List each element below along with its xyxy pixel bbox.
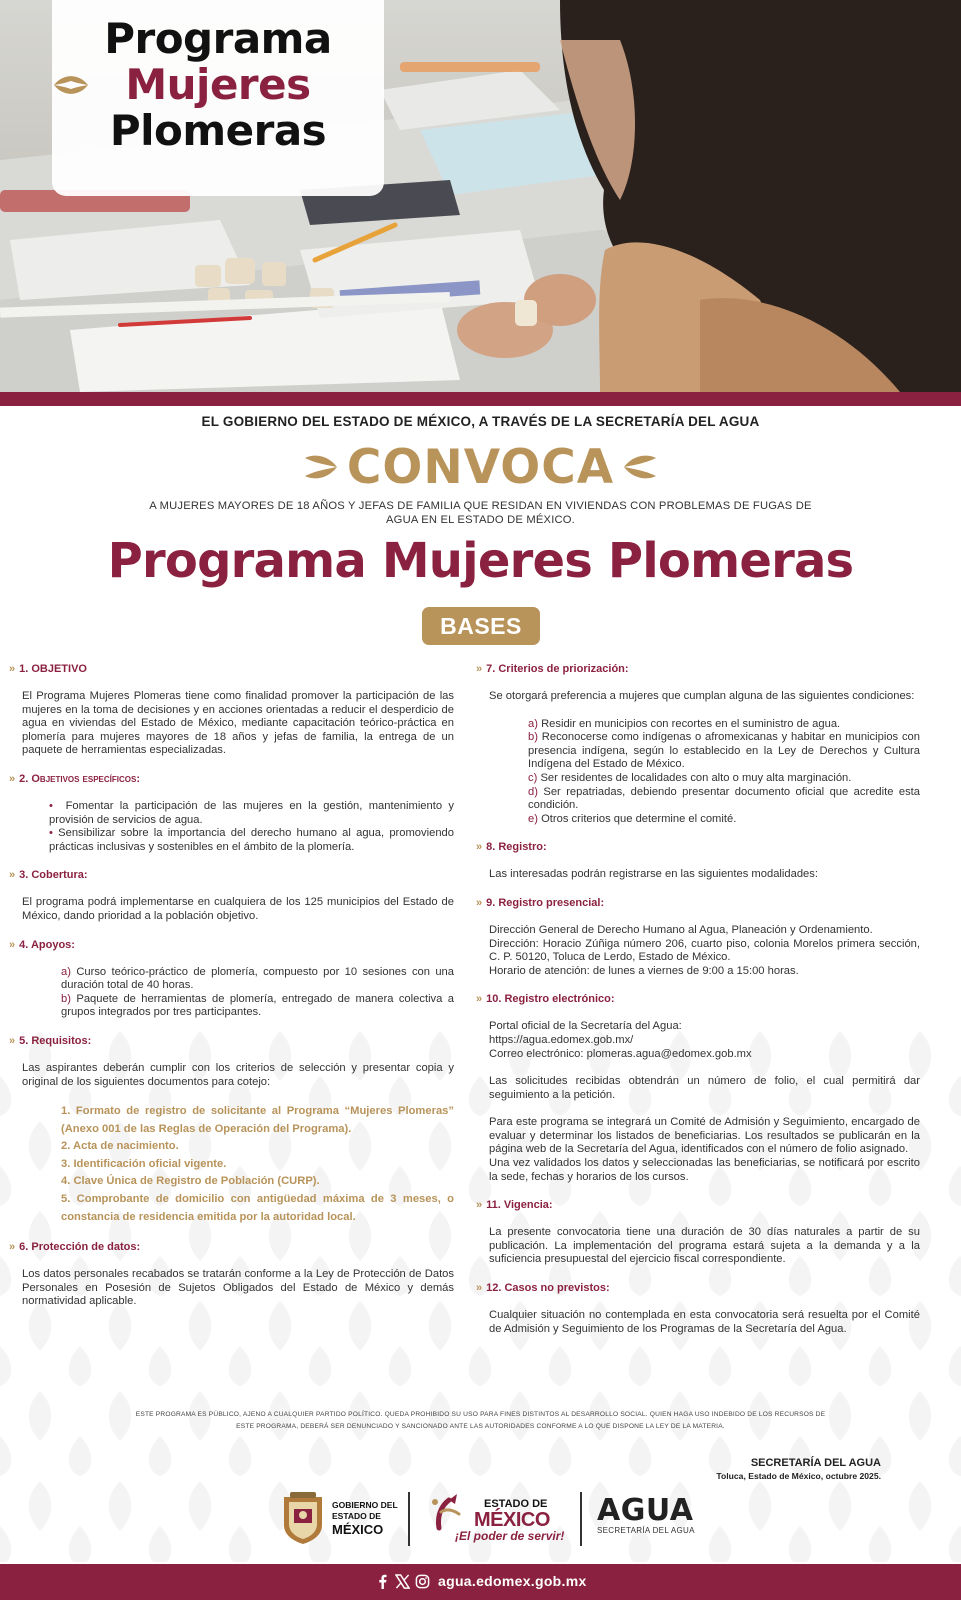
section-text: Los datos personales recabados se tratarán conforme a la Ley de Protección de Datos Personales en Posesión de Sujetos Obligados del Estado de México y demás normatividad aplicable. — [22, 1268, 454, 1308]
section-text: Las interesadas podrán registrarse en las siguientes modalidades: — [489, 868, 818, 881]
list-item — [476, 813, 920, 827]
list-item — [476, 772, 920, 786]
legal-line: ESTE PROGRAMA, DEBERÁ SER DENUNCIADO Y SANCIONADO ANTE LAS AUTORIDADES CONFORME A LO QUE DISPONE LA LEY DE LA MATERIA. — [236, 1423, 725, 1430]
edomex-logo — [427, 1490, 577, 1548]
section-heading: 8. Registro: — [486, 841, 547, 854]
requirements-list — [9, 1103, 454, 1226]
list-item-text: Paquete de herramientas de plomería, entregado de manera colectiva a grupos integrados por tres participantes. — [61, 992, 454, 1019]
list-letter: d) — [528, 785, 538, 798]
state-seal-icon — [280, 1491, 326, 1545]
address-line: Dirección: Horacio Zúñiga número 206, cuarto piso, colonia Morelos primera sección, C. P. 50120, Toluca de Lerdo, Estado de México. — [489, 937, 920, 964]
signature-title: SECRETARÍA DEL AGUA — [750, 1457, 881, 1469]
section-text — [476, 1116, 920, 1184]
section-apoyos — [9, 938, 454, 1020]
hero-title-line-1: Programa — [104, 14, 332, 63]
hours-line: Horario de atención: de lunes a viernes de 9:00 a 15:00 horas. — [489, 964, 799, 977]
section-heading: 5. Requisitos: — [19, 1034, 92, 1047]
list-item — [476, 718, 920, 732]
title-card — [52, 0, 384, 196]
edomex-line-1: ESTADO DE — [484, 1498, 548, 1510]
leaf-ornament-icon — [622, 450, 658, 484]
list-item — [9, 800, 454, 827]
logo-divider — [580, 1492, 582, 1546]
section-heading: 9. Registro presencial: — [486, 896, 605, 909]
section-heading: 11. Vigencia: — [486, 1199, 553, 1212]
edomex-line-2: MÉXICO — [474, 1509, 550, 1531]
bullet-icon: • — [49, 827, 59, 840]
list-letter: a) — [61, 965, 71, 978]
section-heading: 10. Registro electrónico: — [486, 993, 615, 1006]
right-column — [476, 662, 920, 1350]
chevron-right-icon: » — [9, 1241, 16, 1254]
list-item-text: Fomentar la participación de las mujeres en la gestión, mantenimiento y provisión de servicios de agua. — [49, 799, 454, 826]
bullet-icon: • — [49, 799, 66, 812]
social-links — [375, 1573, 587, 1589]
list-item — [9, 827, 454, 854]
bases-badge: BASES — [422, 607, 540, 645]
website-link[interactable]: agua.edomex.gob.mx — [438, 1573, 587, 1589]
list-item-text: Residir en municipios con recortes en el suministro de agua. — [541, 717, 841, 730]
agua-logo — [597, 1493, 695, 1535]
section-registro-presencial — [476, 896, 920, 978]
logo-divider — [408, 1492, 410, 1546]
list-item: 5. Comprobante de domicilio con antigüedad máxima de 3 meses, o constancia de residencia emitida por la autoridad local. — [61, 1193, 454, 1223]
hero-title-line-3: Plomeras — [109, 106, 327, 155]
chevron-right-icon: » — [9, 663, 16, 675]
audience-text: A MUJERES MAYORES DE 18 AÑOS Y JEFAS DE FAMILIA QUE RESIDAN EN VIVIENDAS CON PROBLEMAS DE FUGAS DE AGUA EN EL ESTADO DE MÉXICO. — [149, 500, 812, 526]
signature-block — [716, 1456, 881, 1482]
section-text: Se otorgará preferencia a mujeres que cumplan alguna de las siguientes condiciones: — [489, 690, 915, 702]
hero-photo — [0, 0, 961, 392]
chevron-right-icon: » — [476, 841, 483, 854]
section-text — [476, 924, 920, 978]
section-text: Las solicitudes recibidas obtendrán un número de folio, el cual permitirá dar seguimiento a la petición. — [489, 1075, 920, 1101]
chevron-right-icon: » — [9, 1034, 16, 1047]
gob-line: MÉXICO — [332, 1522, 384, 1537]
portal-link[interactable]: https://agua.edomex.gob.mx/ — [489, 1033, 634, 1046]
convoca-text: CONVOCA — [346, 440, 615, 495]
issuer-line: EL GOBIERNO DEL ESTADO DE MÉXICO, A TRAVÉS DE LA SECRETARÍA DEL AGUA — [201, 414, 760, 429]
hero-title-line-2 — [52, 62, 384, 108]
section-heading: 1. OBJETIVO — [19, 663, 87, 675]
divider-stripe — [0, 392, 961, 406]
chevron-right-icon: » — [476, 1199, 483, 1212]
address-line: Dirección General de Derecho Humano al Agua, Planeación y Ordenamiento. — [489, 923, 873, 936]
hero-title-mujeres: Mujeres — [125, 60, 311, 109]
list-item-text: Otros criterios que determine el comité. — [541, 812, 737, 825]
left-column — [9, 662, 454, 1323]
x-icon[interactable] — [395, 1574, 410, 1589]
section-vigencia — [476, 1198, 920, 1267]
paragraph: Una vez validados los datos y seleccionadas las beneficiarias, se notificará por escrito la sede, fechas y horarios de los cursos. — [489, 1157, 920, 1183]
section-text: El Programa Mujeres Plomeras tiene como finalidad promover la participación de las mujeres en la toma de decisiones y en acciones orientadas a reducir el desperdicio de agua en viviendas del Estado de México, mediante capacitación teórico-práctica en plomería para mujeres mayores de 18 años y jefas de familia, la entrega de un paquete de herramientas especializadas. — [22, 690, 454, 757]
portal-label: Portal oficial de la Secretaría del Agua: — [489, 1020, 682, 1033]
section-heading: 7. Criterios de priorización: — [486, 663, 629, 675]
section-casos-no-previstos — [476, 1281, 920, 1336]
email-link[interactable]: Correo electrónico: plomeras.agua@edomex.gob.mx — [489, 1047, 752, 1060]
facebook-icon[interactable] — [375, 1574, 390, 1589]
list-item: 2. Acta de nacimiento. — [61, 1140, 179, 1153]
section-objetivo — [9, 662, 454, 758]
list-item: 3. Identificación oficial vigente. — [61, 1157, 227, 1170]
chevron-right-icon: » — [476, 896, 483, 909]
gob-line: ESTADO DE — [332, 1511, 381, 1521]
list-letter: a) — [528, 717, 538, 730]
chevron-right-icon: » — [9, 772, 16, 785]
section-criterios — [476, 662, 920, 826]
list-item-text: Curso teórico-práctico de plomería, compuesto por 10 sesiones con una duración total de 40 horas. — [61, 965, 455, 992]
list-item-text: Sensibilizar sobre la importancia del derecho humano al agua, promoviendo prácticas inclusivas y sostenibles en el ámbito de la plomería. — [49, 827, 454, 853]
section-heading: 3. Cobertura: — [19, 869, 88, 882]
section-text: Las aspirantes deberán cumplir con los criterios de selección y presentar copia y original de los siguientes documentos para cotejo: — [22, 1061, 454, 1088]
section-requisitos — [9, 1034, 454, 1226]
chevron-right-icon: » — [476, 1282, 483, 1295]
chevron-right-icon: » — [476, 993, 483, 1006]
list-item — [476, 786, 920, 813]
edomex-logo-icon — [427, 1490, 469, 1532]
edomex-slogan: ¡El poder de servir! — [455, 1529, 565, 1543]
list-item: 4. Clave Única de Registro de Población (CURP). — [61, 1175, 320, 1188]
section-heading: 6. Protección de datos: — [19, 1241, 141, 1254]
list-item — [476, 731, 920, 772]
section-heading: 4. Apoyos: — [19, 938, 75, 951]
paragraph: Para este programa se integrará un Comité de Admisión y Seguimiento, encargado de evaluar y determinar los listados de beneficiarias. Los resultados se publicarán en la página web de la Secretaría del Agua, identificados con el número de folio asignado. — [489, 1116, 920, 1156]
section-cobertura — [9, 868, 454, 923]
legal-notice — [110, 1409, 851, 1433]
gobierno-logo-text — [332, 1500, 398, 1538]
agua-logo-subtitle: SECRETARÍA DEL AGUA — [597, 1526, 695, 1535]
list-item: 1. Formato de registro de solicitante al Programa “Mujeres Plomeras” (Anexo 001 de las Reglas de Operación del Programa). — [61, 1105, 454, 1135]
list-item — [9, 966, 454, 993]
list-item-text: Ser repatriadas, debiendo presentar documento oficial que acredite esta condición. — [528, 785, 921, 812]
list-letter: c) — [528, 771, 538, 784]
leaf-ornament-icon — [52, 72, 80, 98]
list-item-text: Reconocerse como indígenas o afromexicanas y habitar en municipios con presencia indígena, según lo establecido en la Ley de Derechos y Cultura Indígena del Estado de México. — [528, 731, 920, 771]
section-text: Cualquier situación no contemplada en esta convocatoria será resuelta por el Comité de Admisión y Seguimiento de los Programas de la Secretaría del Agua. — [489, 1309, 920, 1335]
chevron-right-icon: » — [9, 938, 16, 951]
section-registro-electronico — [476, 992, 920, 1184]
list-letter: b) — [528, 731, 538, 744]
legal-line: ESTE PROGRAMA ES PÚBLICO, AJENO A CUALQUIER PARTIDO POLÍTICO. QUEDA PROHIBIDO SU USO PARA FINES DISTINTOS AL DESARROLLO SOCIAL. QUIEN HAGA USO INDEBIDO DE LOS RECURSOS DE — [135, 1411, 826, 1418]
chevron-right-icon: » — [476, 663, 483, 675]
gob-line: GOBIERNO DEL — [332, 1500, 398, 1510]
agua-logo-title: AGUA — [597, 1493, 694, 1528]
bottom-bar — [0, 1564, 961, 1600]
section-registro — [476, 840, 920, 882]
section-text: El programa podrá implementarse en cualquiera de los 125 municipios del Estado de México, dando prioridad a la población objetivo. — [22, 896, 454, 922]
chevron-right-icon: » — [9, 869, 16, 882]
program-title: Programa Mujeres Plomeras — [107, 533, 854, 589]
logo-row — [0, 1490, 961, 1550]
section-proteccion-datos — [9, 1240, 454, 1309]
leaf-ornament-icon — [303, 450, 339, 484]
section-heading: 2. Objetivos específicos: — [19, 772, 140, 785]
list-item — [9, 993, 454, 1020]
section-text: La presente convocatoria tiene una duración de 30 días naturales a partir de su publicación. La implementación del programa estará sujeta a la demanda y a la suficiencia presupuestal del ejercicio fiscal correspondiente. — [489, 1226, 920, 1266]
signature-place-date: Toluca, Estado de México, octubre 2025. — [716, 1471, 881, 1481]
instagram-icon[interactable] — [415, 1574, 430, 1589]
section-objetivos-especificos — [9, 772, 454, 854]
convoca-heading — [0, 442, 961, 494]
section-text — [476, 1020, 920, 1061]
list-letter: b) — [61, 992, 71, 1005]
list-item-text: Ser residentes de localidades con alto o muy alta marginación. — [540, 771, 852, 784]
list-letter: e) — [528, 812, 538, 825]
section-heading: 12. Casos no previstos: — [486, 1282, 610, 1295]
